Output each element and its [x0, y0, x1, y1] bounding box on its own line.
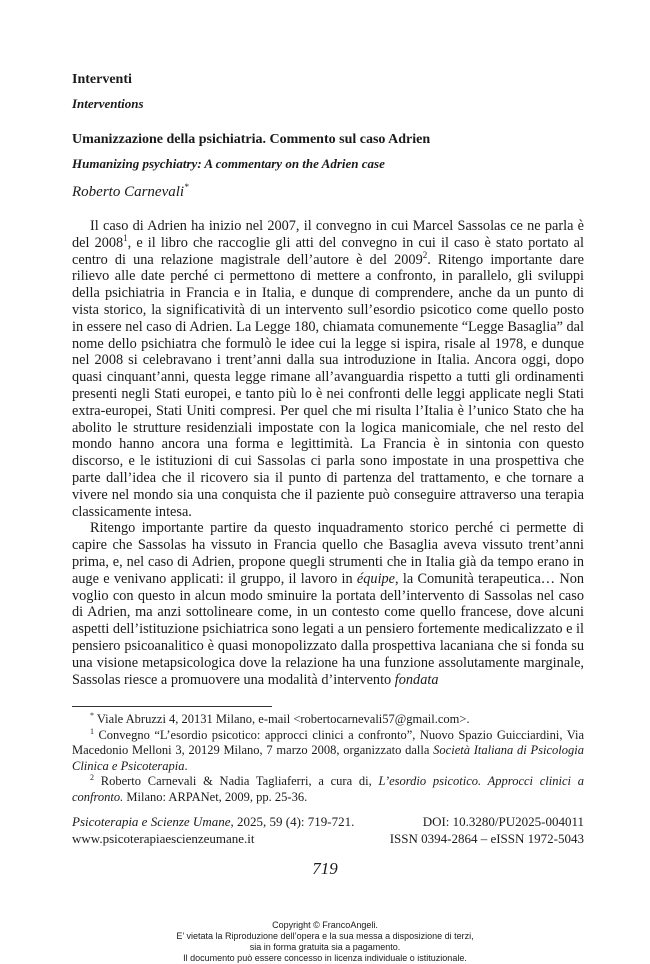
article-body — [72, 218, 584, 688]
footnote-text: . — [184, 758, 188, 773]
journal-doi: DOI: 10.3280/PU2025-004011 — [422, 814, 584, 829]
footnote-mark: 2 — [90, 773, 94, 783]
footnotes — [72, 712, 584, 806]
footnote-text: Viale Abruzzi 4, 20131 Milano, e-mail <robertocarnevali57@gmail.com>. — [94, 712, 470, 726]
journal-info-row — [72, 831, 584, 847]
body-text: . Ritengo importante dare rilievo alle date perché ci permettono di mettere a confronto, in parallelo, gli sviluppi della psichiatria in Francia e in Italia, e dunque di comprendere, anche da un punto di vista storico, la significatività di un intervento sull’esordio psicotico come quello posto in essere nel caso di Adrien. La Legge 180, chiamata comunemente “Legge Basaglia” dal nome dello psichiatra che formulò le idee cui la legge si ispira, risale al 1978, e dunque nel 2008 si celebravano i trent’anni dalla sua introduzione in Italia. Ancora oggi, dopo quasi cinquant’anni, questa legge rimane all’avanguardia rispetto a tutti gli ordinamenti presenti negli Stati europei, e tanto più lo è nei confronti delle leggi applicate negli Stati extra-europei, Stati Uniti compresi. Per quel che mi risulta l’Italia è l’unico Stato che ha abolito le strutture residenziali impostate con la logica manicomiale, che nel resto del mondo hanno ancora una forma e legittimità. La Francia è in sintonia con questo discorso, e le istituzioni di cui Sassolas ci parla sono impostate in una prospettiva che parte dall’idea che il ricovero sia il punto di partenza del trattamento, e che tornare a vivere nel mondo sia una conquista che il paziente può conseguire attraverso una terapia classicamente intesa. — [72, 251, 584, 520]
journal-issue: , 2025, 59 (4): 719-721. — [230, 814, 355, 829]
body-text: Il caso di Adrien ha inizio nel 2007, il convegno in cui Marcel Sassolas ce ne parla è del 2008 — [72, 218, 584, 251]
article-title: Umanizzazione della psichiatria. Commento sul caso Adrien — [72, 132, 431, 147]
footnote-1 — [72, 728, 584, 775]
footnote-mark: * — [90, 710, 94, 720]
journal-website: www.psicoterapiaescienzeumane.it — [72, 831, 255, 846]
author-name-text: Roberto Carnevali — [72, 184, 185, 200]
footnote-divider — [72, 706, 272, 707]
author-name — [72, 182, 189, 201]
copyright-notice — [0, 920, 650, 964]
footnote-emphasis: L’esordio psicotico. Approcci clinici a confronto. — [72, 774, 584, 804]
author-footnote-mark: * — [184, 182, 189, 192]
journal-citation-row — [72, 814, 584, 830]
copyright-line: Il documento può essere concesso in licenza individuale o istituzionale. — [183, 953, 467, 963]
body-paragraph-1 — [72, 218, 584, 520]
footnote-text: Roberto Carnevali & Nadia Tagliaferri, a cura di, — [94, 774, 379, 789]
body-text: Ritengo importante partire da questo inquadramento storico perché ci permette di capire che Sassolas ha vissuto in Francia quello che Basaglia aveva vissuto trent’anni prima, e, nel caso di Adrien, propone quegli strumenti che in Italia già da tempo erano in auge e venivano applicati: il gruppo, il lavoro in — [72, 520, 584, 587]
copyright-line: sia in forma gratuita sia a pagamento. — [249, 942, 401, 952]
copyright-line: E’ vietata la Riproduzione dell’opera e la sua messa a disposizione di terzi, — [176, 931, 474, 941]
body-text: , e il libro che raccoglie gli atti del convegno in cui il caso è stato portato al centro di una relazione magistrale dell’autore è del 2009 — [72, 234, 584, 268]
body-paragraph-2 — [72, 520, 584, 688]
body-emphasis: équipe — [356, 570, 396, 587]
page-number: 719 — [312, 859, 338, 878]
footnote-author — [72, 712, 584, 728]
footnote-2 — [72, 774, 584, 805]
journal-issn: ISSN 0394-2864 – eISSN 1972-5043 — [389, 831, 584, 846]
article-title-en: Humanizing psychiatry: A commentary on the Adrien case — [72, 156, 385, 171]
footnote-text: Milano: ARPANet, 2009, pp. 25-36. — [123, 789, 308, 804]
footnote-emphasis: Società Italiana di Psicologia Clinica e Psicoterapia — [72, 743, 584, 773]
body-emphasis: fondata — [394, 671, 439, 688]
footnote-ref-2: 2 — [422, 249, 428, 260]
journal-name: Psicoterapia e Scienze Umane — [72, 814, 231, 829]
copyright-line: Copyright © FrancoAngeli. — [272, 920, 378, 930]
footnote-text: Convegno “L’esordio psicotico: approcci clinici a confronto”, Nuovo Spazio Guicciardini, Via Macedonio Melloni 3, 20129 Milano, 7 marzo 2008, organizzato dalla — [72, 727, 584, 758]
section-heading: Interventi — [72, 72, 132, 87]
journal-citation — [72, 814, 354, 830]
footnote-ref-1: 1 — [123, 233, 128, 244]
body-text: , la Comunità terapeutica… Non voglio con questo in alcun modo sminuire la portata dell’intervento di Sassolas nel caso di Adrien, ma anzi sottolineare come, in un contesto come quello francese, dove alcuni aspetti dell’istituzione psichiatrica sono legati a un pensiero fortemente medicalizzato e il pensiero psicoanalitico è quasi monopolizzato dalla prospettiva lacaniana che si fonda su una visione metapsicologica dove la relazione ha una funzione assolutamente marginale, Sassolas riesce a promuovere una modalità d’intervento — [72, 570, 584, 688]
footnote-mark: 1 — [90, 726, 94, 736]
section-heading-en: Interventions — [72, 96, 144, 111]
